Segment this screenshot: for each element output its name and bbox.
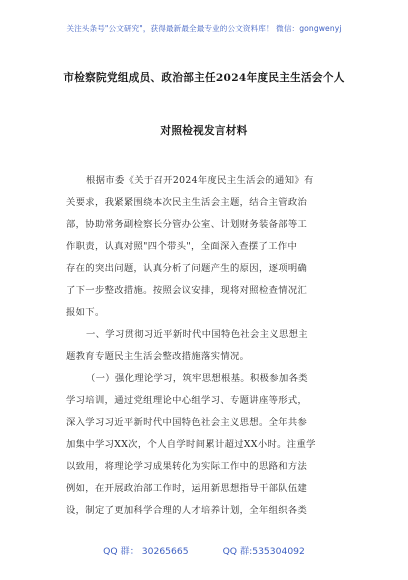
body-line: 部，协助常务副检察长分管办公室、计划财务装备部等工 xyxy=(66,219,308,230)
document-title-line-2: 对照检视发言材料 xyxy=(160,125,248,137)
header-notice: 关注头条号"公文研究"，获得最新最全最专业的公文资料库！ 微信：gongwenyj xyxy=(66,23,342,33)
footer-qq-group-1: QQ 群： 30265665 xyxy=(103,546,189,557)
body-line: 学习培训，通过党组理论中心组学习、专题讲座等形式， xyxy=(66,395,308,406)
body-line: 根据市委《关于召开2024年度民主生活会的通知》有 xyxy=(86,175,314,186)
body-line: 作职责，认真对照"四个带头"，全面深入查摆了工作中 xyxy=(66,241,298,252)
body-line: 加集中学习XX次，个人自学时间累计超过XX小时。注重学 xyxy=(66,439,316,450)
body-line: 例如，在开展政治部工作时，运用新思想指导干部队伍建 xyxy=(66,483,308,494)
body-line: 一、学习贯彻习近平新时代中国特色社会主义思想主 xyxy=(86,329,308,340)
body-line: 深入学习习近平新时代中国特色社会主义思想。全年共参 xyxy=(66,417,308,428)
body-line: 以致用，将理论学习成果转化为实际工作中的思路和方法 xyxy=(66,461,308,472)
footer-qq-group-2: QQ 群:535304092 xyxy=(222,546,305,557)
footer-bar xyxy=(0,540,408,560)
body-line: 关要求，我紧紧围绕本次民主生活会主题，结合主管政治 xyxy=(66,197,308,208)
body-line: （一）强化理论学习，筑牢思想根基。积极参加各类 xyxy=(86,373,308,384)
body-line: 题教育专题民主生活会整改措施落实情况。 xyxy=(66,351,250,362)
body-line: 设，制定了更加科学合理的人才培养计划，全年组织各类 xyxy=(66,505,308,516)
body-line: 了下一步整改措施。按照会议安排，现将对照检查情况汇 xyxy=(66,285,308,296)
header-banner xyxy=(0,0,408,56)
body-line: 存在的突出问题，认真分析了问题产生的原因，逐项明确 xyxy=(66,263,308,274)
document-title-line-1: 市检察院党组成员、政治部主任2024年度民主生活会个人 xyxy=(63,72,345,84)
body-line: 报如下。 xyxy=(66,307,105,318)
